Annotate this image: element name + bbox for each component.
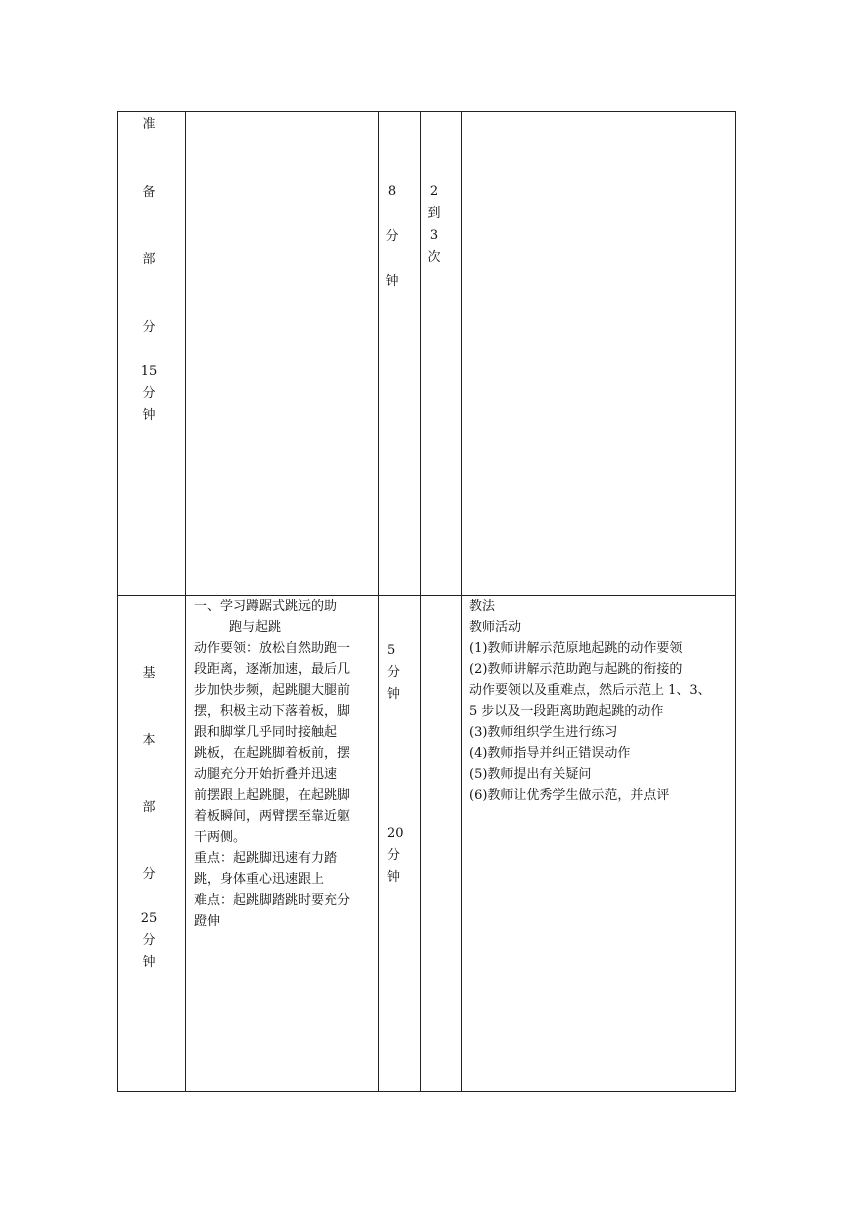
content-line: 难点：起跳脚踏跳时要充分 [194, 893, 351, 908]
content-line: 跳，身体重心迅速跟上 [194, 872, 325, 887]
prep-time-char: 钟 [385, 274, 399, 289]
basic-label-char: 部 [142, 800, 156, 815]
column-divider [185, 111, 186, 1092]
basic-label-char: 分 [142, 867, 156, 882]
prep-reps-char: 2 [429, 184, 439, 199]
prep-time-char: 分 [385, 229, 399, 244]
prep-section-label [129, 111, 173, 595]
prep-time-cell [379, 111, 420, 595]
lesson-plan-table [117, 111, 736, 1092]
table-right-border [735, 111, 736, 1092]
content-line: 前摆跟上起跳腿，在起跳脚 [194, 788, 351, 803]
content-line: 蹬伸 [194, 914, 221, 929]
table-bottom-border [117, 1091, 736, 1092]
method-line: (3)教师组织学生进行练习 [469, 725, 618, 740]
prep-label-char: 部 [142, 252, 156, 267]
basic-time-char: 分 [387, 848, 401, 863]
basic-time-char: 20 [387, 826, 404, 841]
method-line: 5 步以及一段距离助跑起跳的动作 [469, 704, 664, 719]
content-line: 重点：起跳脚迅速有力踏 [194, 851, 338, 866]
prep-reps-char: 3 [429, 228, 439, 243]
content-line: 跟和脚掌几乎同时接触起 [194, 725, 338, 740]
basic-label-char: 本 [142, 733, 156, 748]
prep-reps-cell [421, 111, 461, 595]
prep-duration-char: 15 [140, 364, 158, 379]
prep-label-char: 准 [142, 117, 156, 132]
basic-section-label [129, 596, 173, 1091]
method-line: (6)教师让优秀学生做示范，并点评 [469, 788, 670, 803]
teaching-method-text [469, 596, 731, 806]
method-line: 动作要领以及重难点，然后示范上 1、3、 [469, 683, 711, 698]
content-line: 跑与起跳 [229, 620, 282, 635]
column-divider [461, 111, 462, 1092]
method-line: (5)教师提出有关疑问 [469, 767, 592, 782]
basic-time-cell [379, 596, 420, 1091]
table-left-border [117, 111, 118, 1092]
content-line: 段距离，逐渐加速，最后几 [194, 662, 351, 677]
prep-reps-char: 次 [427, 250, 441, 265]
content-line: 动作要领：放松自然助跑一 [194, 641, 351, 656]
basic-duration-char: 分 [142, 933, 156, 948]
prep-label-char: 分 [142, 320, 156, 335]
method-line: (4)教师指导并纠正错误动作 [469, 746, 631, 761]
basic-label-char: 基 [142, 666, 156, 681]
content-line: 动腿充分开始折叠并迅速 [194, 767, 338, 782]
method-line: (2)教师讲解示范助跑与起跳的衔接的 [469, 662, 683, 677]
basic-time-char: 分 [387, 665, 401, 680]
content-line: 干两侧。 [194, 830, 247, 845]
prep-duration-char: 分 [142, 386, 156, 401]
method-line: 教法 [469, 599, 496, 614]
basic-duration-char: 25 [140, 911, 158, 926]
prep-time-char: 8 [387, 184, 397, 199]
content-line: 跳板，在起跳脚着板前，摆 [194, 746, 351, 761]
content-line: 着板瞬间，两臂摆至靠近躯 [194, 809, 351, 824]
content-line: 一、学习蹲踞式跳远的助 [194, 599, 338, 614]
method-line: 教师活动 [469, 620, 522, 635]
prep-label-char: 备 [142, 185, 156, 200]
method-line: (1)教师讲解示范原地起跳的动作要领 [469, 641, 683, 656]
basic-time-char: 钟 [387, 687, 401, 702]
content-line: 摆，积极主动下落着板，脚 [194, 704, 351, 719]
basic-duration-char: 钟 [142, 955, 156, 970]
prep-reps-char: 到 [427, 206, 441, 221]
content-line: 步加快步频，起跳腿大腿前 [194, 683, 351, 698]
basic-time-char: 5 [387, 643, 396, 658]
prep-duration-char: 钟 [142, 408, 156, 423]
basic-content-text [194, 596, 376, 932]
basic-time-char: 钟 [387, 870, 401, 885]
